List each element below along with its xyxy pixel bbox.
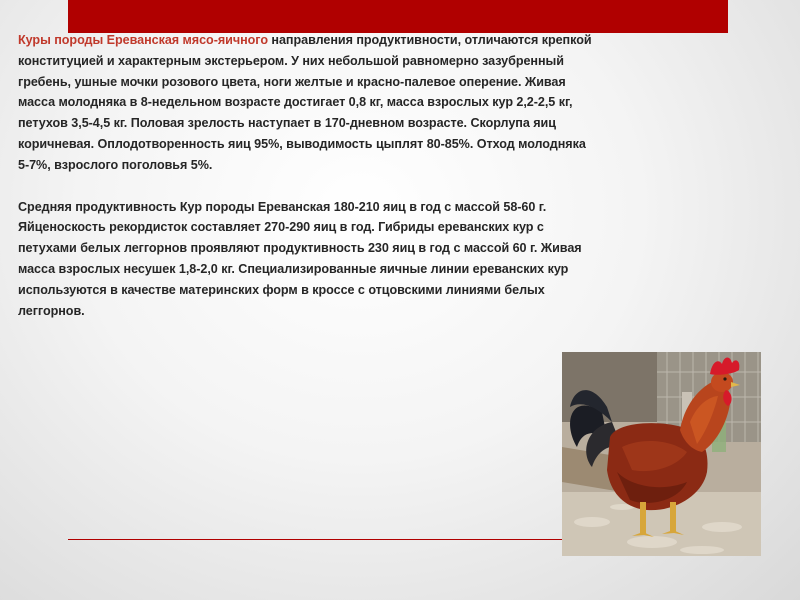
rooster-photo bbox=[562, 352, 761, 556]
divider-line bbox=[68, 539, 568, 540]
paragraph-productivity: Средняя продуктивность Кур породы Ереванская 180-210 яиц в год с массой 58-60 г. Яйценоскость рекордисток составляет 270-290 яиц в год. Гибриды ереванских кур с петухами белых леггорнов проявляют продуктивность 230 яиц в год с массой 60 г. Живая масса взрослых несушек 1,8-2,0 кг. Специализированные яичные линии ереванских кур используются в качестве материнских форм в кроссе с отцовскими линиями белых леггорнов. bbox=[18, 199, 582, 318]
paragraph-description bbox=[18, 30, 593, 176]
title-band bbox=[68, 0, 728, 33]
lead-phrase: Куры породы Ереванская мясо-яичного bbox=[18, 33, 268, 47]
paragraph-description-text: направления продуктивности, отличаются крепкой конституцией и характерным экстерьером. У них небольшой равномерно зазубренный гребень, ушные мочки розового цвета, ноги желтые и красно-палевое оперение. Живая масса молодняка в 8-недельном возрасте достигает 0,8 кг, масса взрослых кур 2,2-2,5 кг, петухов 3,5-4,5 кг. Половая зрелость наступает в 170-дневном возрасте. Скорлупа яиц коричневая. Оплодотворенность яиц 95%, выводимость цыплят 80-85%. Отход молодняка 5-7%, взрослого поголовья 5%. bbox=[18, 33, 592, 172]
body-text bbox=[18, 30, 593, 321]
